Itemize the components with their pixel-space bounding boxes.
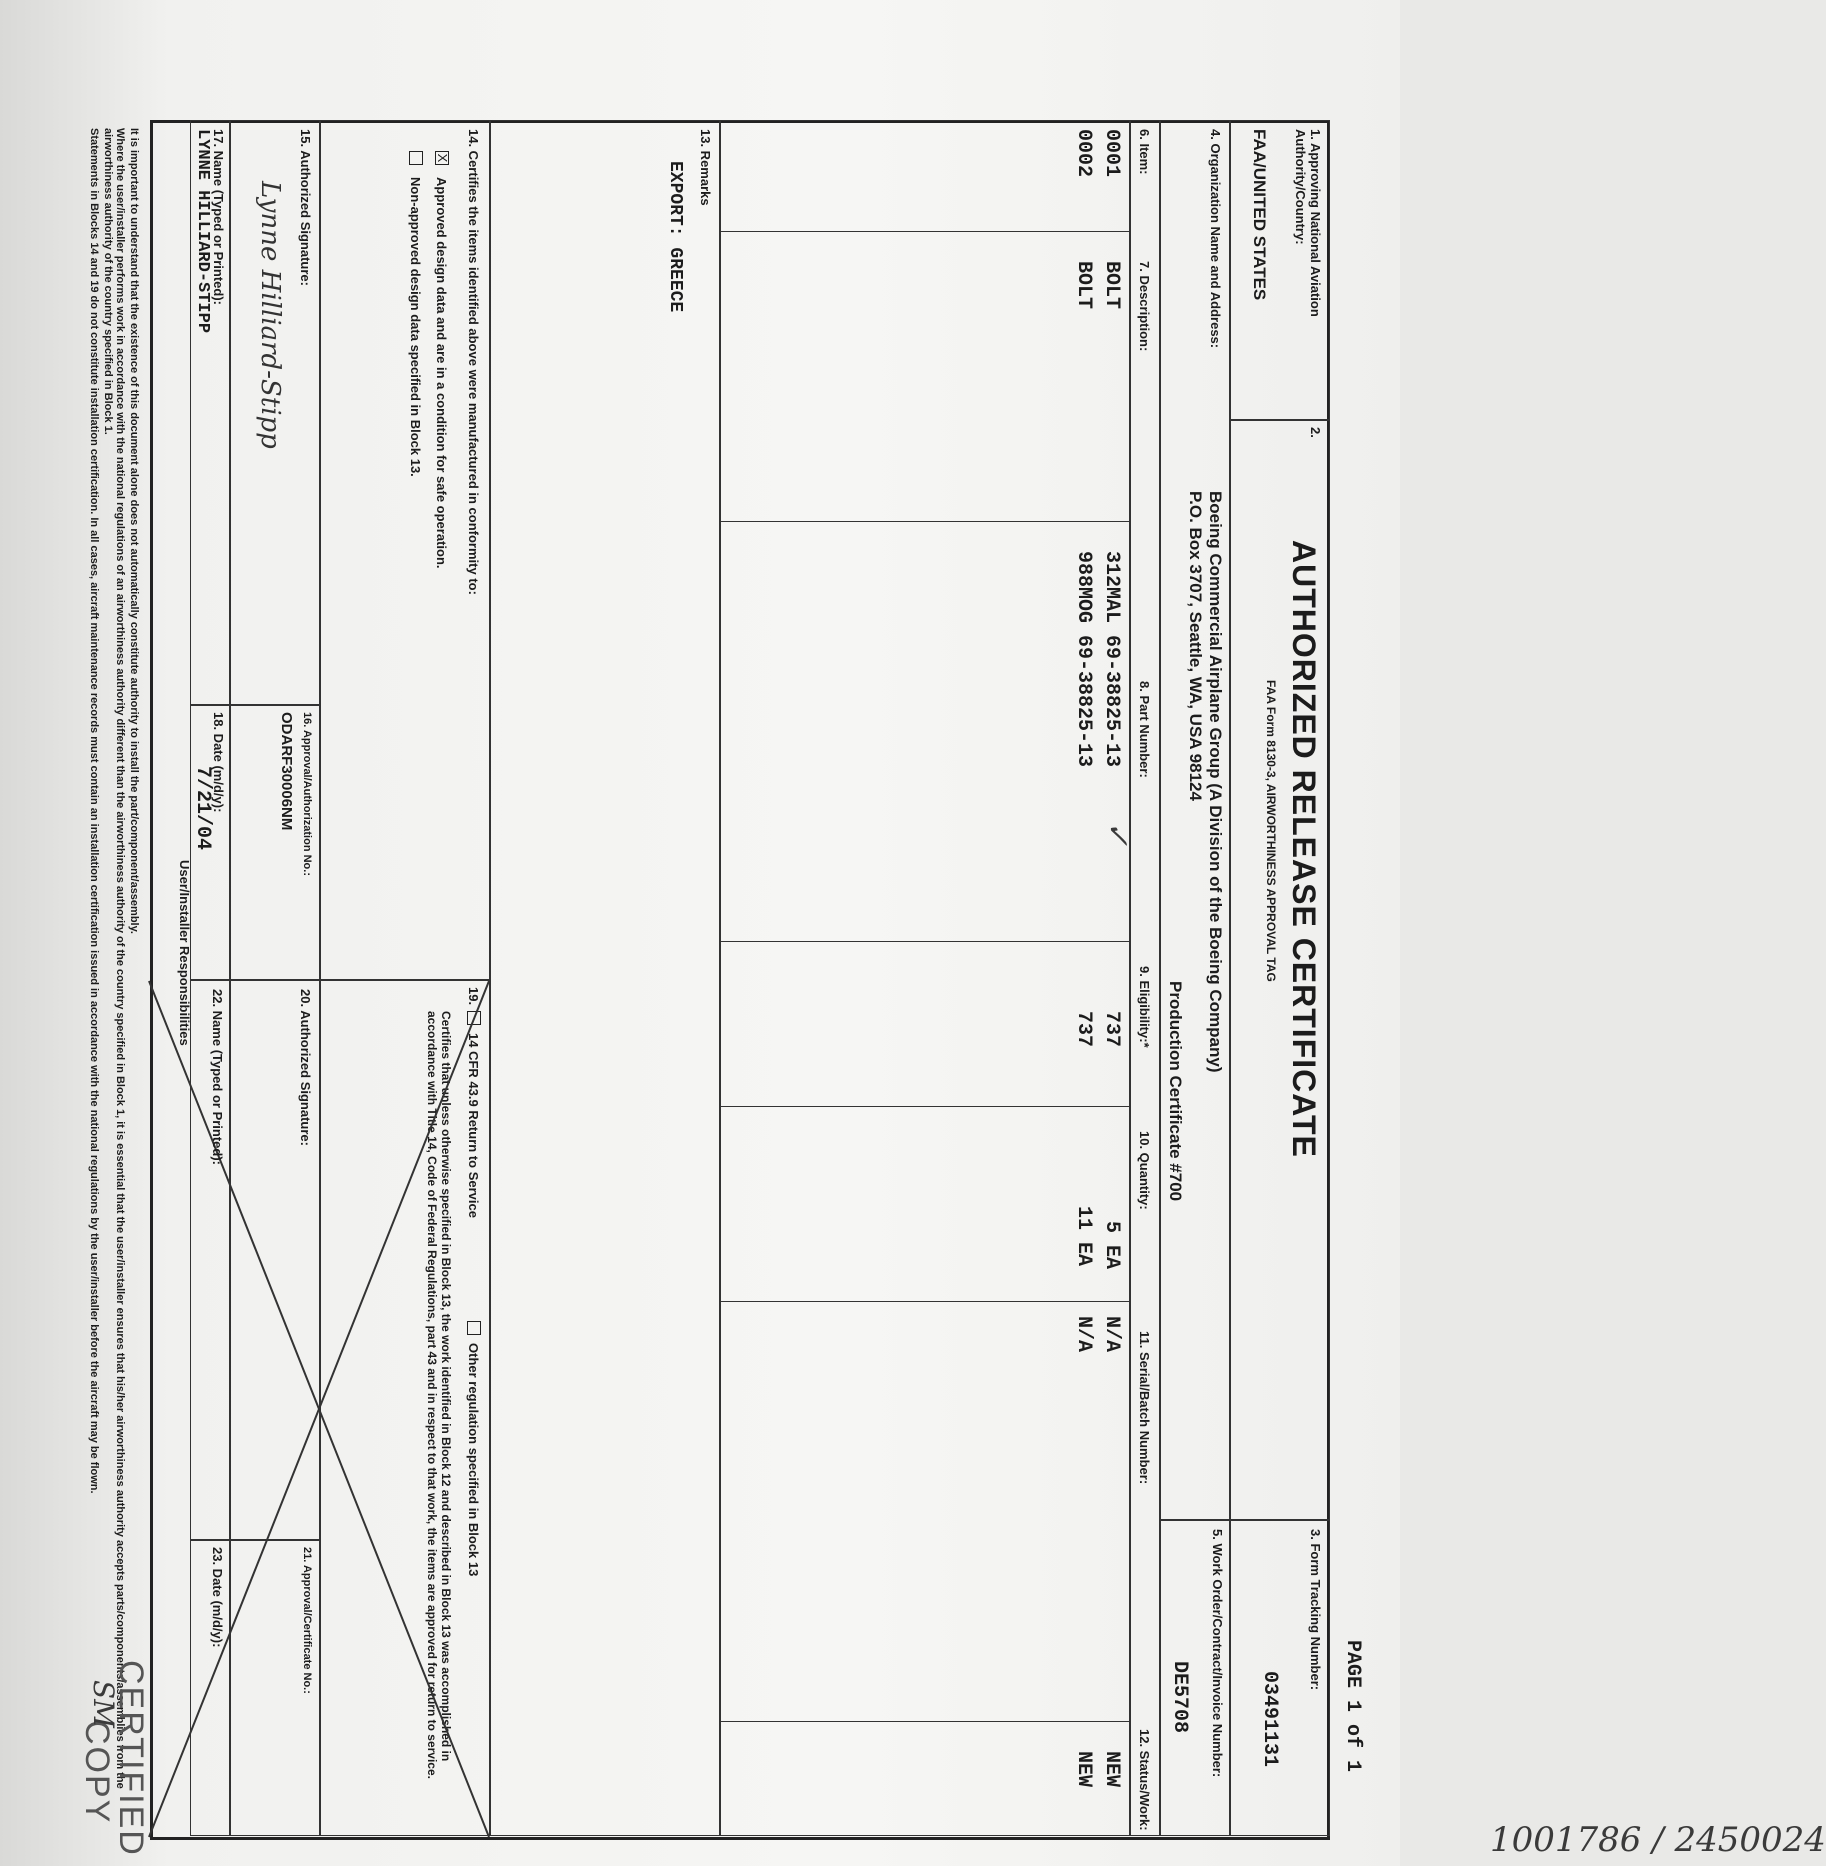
block-21-label: 21. Approval/Certificate No.: xyxy=(301,1547,313,1694)
block-15 xyxy=(230,120,320,705)
block-17-label: 17. Name (Typed or Printed): xyxy=(211,129,226,306)
col-part-number: 8. Part Number: xyxy=(1137,681,1152,778)
col-description: 7. Description: xyxy=(1137,261,1152,352)
approved-design-label: Approved design data and are in a condition for safe operation. xyxy=(434,177,449,569)
block-4 xyxy=(1160,120,1230,1520)
org-line-2: P.O. Box 3707, Seattle, WA, USA 98124 xyxy=(1186,491,1205,801)
block-19-text: Certifies that unless otherwise specified in Block 13, the work identified in Block 12 and described in Block 13 was accomplished in accordance with Title 14, Code of Federal Regulations, part 43 and in respect to that work, the items are approved for return to service. xyxy=(425,1011,453,1779)
item-description: BOLT xyxy=(1072,261,1095,310)
col-eligibility: 9. Eligibility:* xyxy=(1137,966,1152,1048)
block-22-label: 22. Name (Typed or Printed): xyxy=(210,989,225,1166)
stamp-initials: SM xyxy=(87,1680,120,1728)
block-17 xyxy=(190,120,230,705)
other-regulation-label: Other regulation specified in Block 13 xyxy=(466,1343,481,1577)
items-header-row xyxy=(1130,120,1160,1836)
form-title: AUTHORIZED RELEASE CERTIFICATE xyxy=(1286,540,1322,1158)
remarks-value: EXPORT: GREECE xyxy=(665,161,685,313)
item-eligibility: 737 xyxy=(1100,1011,1123,1048)
block-19 xyxy=(320,980,490,1836)
org-line-3: Production Certificate #700 xyxy=(1166,981,1185,1202)
block-14 xyxy=(320,120,490,980)
item-quantity: 11 EA xyxy=(1072,1206,1095,1267)
block-20 xyxy=(230,980,320,1540)
item-description: BOLT xyxy=(1100,261,1123,310)
org-line-1: Boeing Commercial Airplane Group (A Division of the Boeing Company) xyxy=(1206,491,1225,1073)
typed-name: LYNNE HILLIARD-STIPP xyxy=(193,129,212,334)
block-14-label: 14. Certifies the items identified above were manufactured in conformity to: xyxy=(466,129,481,595)
authorized-signature: Lynne Hilliard-Stipp xyxy=(255,181,285,449)
table-row xyxy=(1093,121,1123,1837)
form-subtitle: FAA Form 8130-3, AIRWORTHINESS APPROVAL TAG xyxy=(1264,680,1278,982)
item-eligibility: 737 xyxy=(1072,1011,1095,1048)
block-1-label: 1. Approving National Aviation Authority/Country: xyxy=(1293,129,1323,317)
col-status: 12. Status/Work: xyxy=(1137,1729,1152,1831)
item-part-number: 988MOG 69-38825-13 xyxy=(1072,551,1095,768)
block-20-label: 20. Authorized Signature: xyxy=(298,989,313,1146)
block-15-label: 15. Authorized Signature: xyxy=(298,129,313,286)
item-serial: N/A xyxy=(1072,1316,1095,1353)
item-status: NEW xyxy=(1100,1751,1123,1788)
handwritten-note: 1001786 / 2450024 xyxy=(1490,1820,1826,1860)
block-3 xyxy=(1230,1520,1330,1836)
block-22 xyxy=(190,980,230,1540)
block-13-label: 13. Remarks xyxy=(698,129,713,206)
item-part-number: 312MAL 69-38825-13 xyxy=(1100,551,1123,768)
block-5 xyxy=(1160,1520,1230,1836)
col-quantity: 10. Quantity: xyxy=(1137,1131,1152,1210)
item-serial: N/A xyxy=(1100,1316,1123,1353)
item-number: 0002 xyxy=(1072,129,1095,178)
block-18-label: 18. Date (m/d/y): xyxy=(211,712,226,813)
approval-number: ODARF30006NM xyxy=(278,712,295,831)
col-serial: 11. Serial/Batch Number: xyxy=(1137,1331,1152,1485)
block-23-label: 23. Date (m/d/y): xyxy=(210,1547,225,1648)
certified-stamp-line-2: COPY xyxy=(78,1720,116,1825)
form-tracking-number: 03491131 xyxy=(1258,1671,1281,1768)
block-4-label: 4. Organization Name and Address: xyxy=(1208,129,1223,349)
return-to-service-label: 14 CFR 43.9 Return to Service xyxy=(466,1033,481,1218)
block-19-label: 19. xyxy=(466,987,481,1006)
item-status: NEW xyxy=(1072,1751,1095,1788)
responsibilities-p3: Statements in Blocks 14 and 19 do not constitute installation certification. In all cases, aircraft maintenance records must contain an installation certification issued in accordance with the national regulations by the user/installer before the aircraft may be flown. xyxy=(88,128,100,1494)
block-3-label: 3. Form Tracking Number: xyxy=(1308,1529,1323,1691)
block-2-label: 2. xyxy=(1308,427,1323,438)
block-5-label: 5. Work Order/Contract/Invoice Number: xyxy=(1210,1529,1225,1778)
non-approved-design-label: Non-approved design data specified in Block 13. xyxy=(408,177,423,477)
certified-stamp-line-1: CERTIFIED xyxy=(112,1660,150,1857)
responsibilities xyxy=(154,120,190,1836)
table-row xyxy=(1065,121,1095,1837)
items-area xyxy=(720,120,1135,1836)
work-order-number: DE5708 xyxy=(1168,1661,1191,1734)
page-number: PAGE 1 of 1 xyxy=(1341,1640,1364,1773)
approved-design-checkbox[interactable]: X xyxy=(435,151,449,165)
responsibilities-heading: User/Installer Responsibilities xyxy=(177,860,192,1046)
block-18 xyxy=(190,705,230,980)
release-certificate-form xyxy=(78,120,1826,1860)
block-21 xyxy=(230,1540,320,1836)
block-1 xyxy=(1230,120,1330,420)
responsibilities-p1: It is important to understand that the existence of this document alone does not automatically constitute authority to install the part/component/assembly. xyxy=(128,128,140,934)
col-item: 6. Item: xyxy=(1137,129,1152,175)
check-mark: ✓ xyxy=(1100,821,1135,847)
non-approved-design-checkbox[interactable] xyxy=(409,151,423,165)
responsibilities-p2: Where the user/installer performs work in accordance with the national regulations of an airworthiness authority different than the airworthiness authority of the country specified in Block 1, it is essential that the user/installer ensures that his/her airworthiness authority accepts parts/components/assemblies from the airworthiness authority of the country specified in Block 1. xyxy=(102,128,126,1789)
block-1-value: FAA/UNITED STATES xyxy=(1250,129,1269,301)
date-value: 7/21/04 xyxy=(191,766,214,851)
item-number: 0001 xyxy=(1100,129,1123,178)
block-13 xyxy=(490,120,720,1836)
block-23 xyxy=(190,1540,230,1836)
block-16 xyxy=(230,705,320,980)
item-quantity: 5 EA xyxy=(1100,1221,1123,1270)
block-16-label: 16. Approval/Authorization No.: xyxy=(301,712,313,876)
